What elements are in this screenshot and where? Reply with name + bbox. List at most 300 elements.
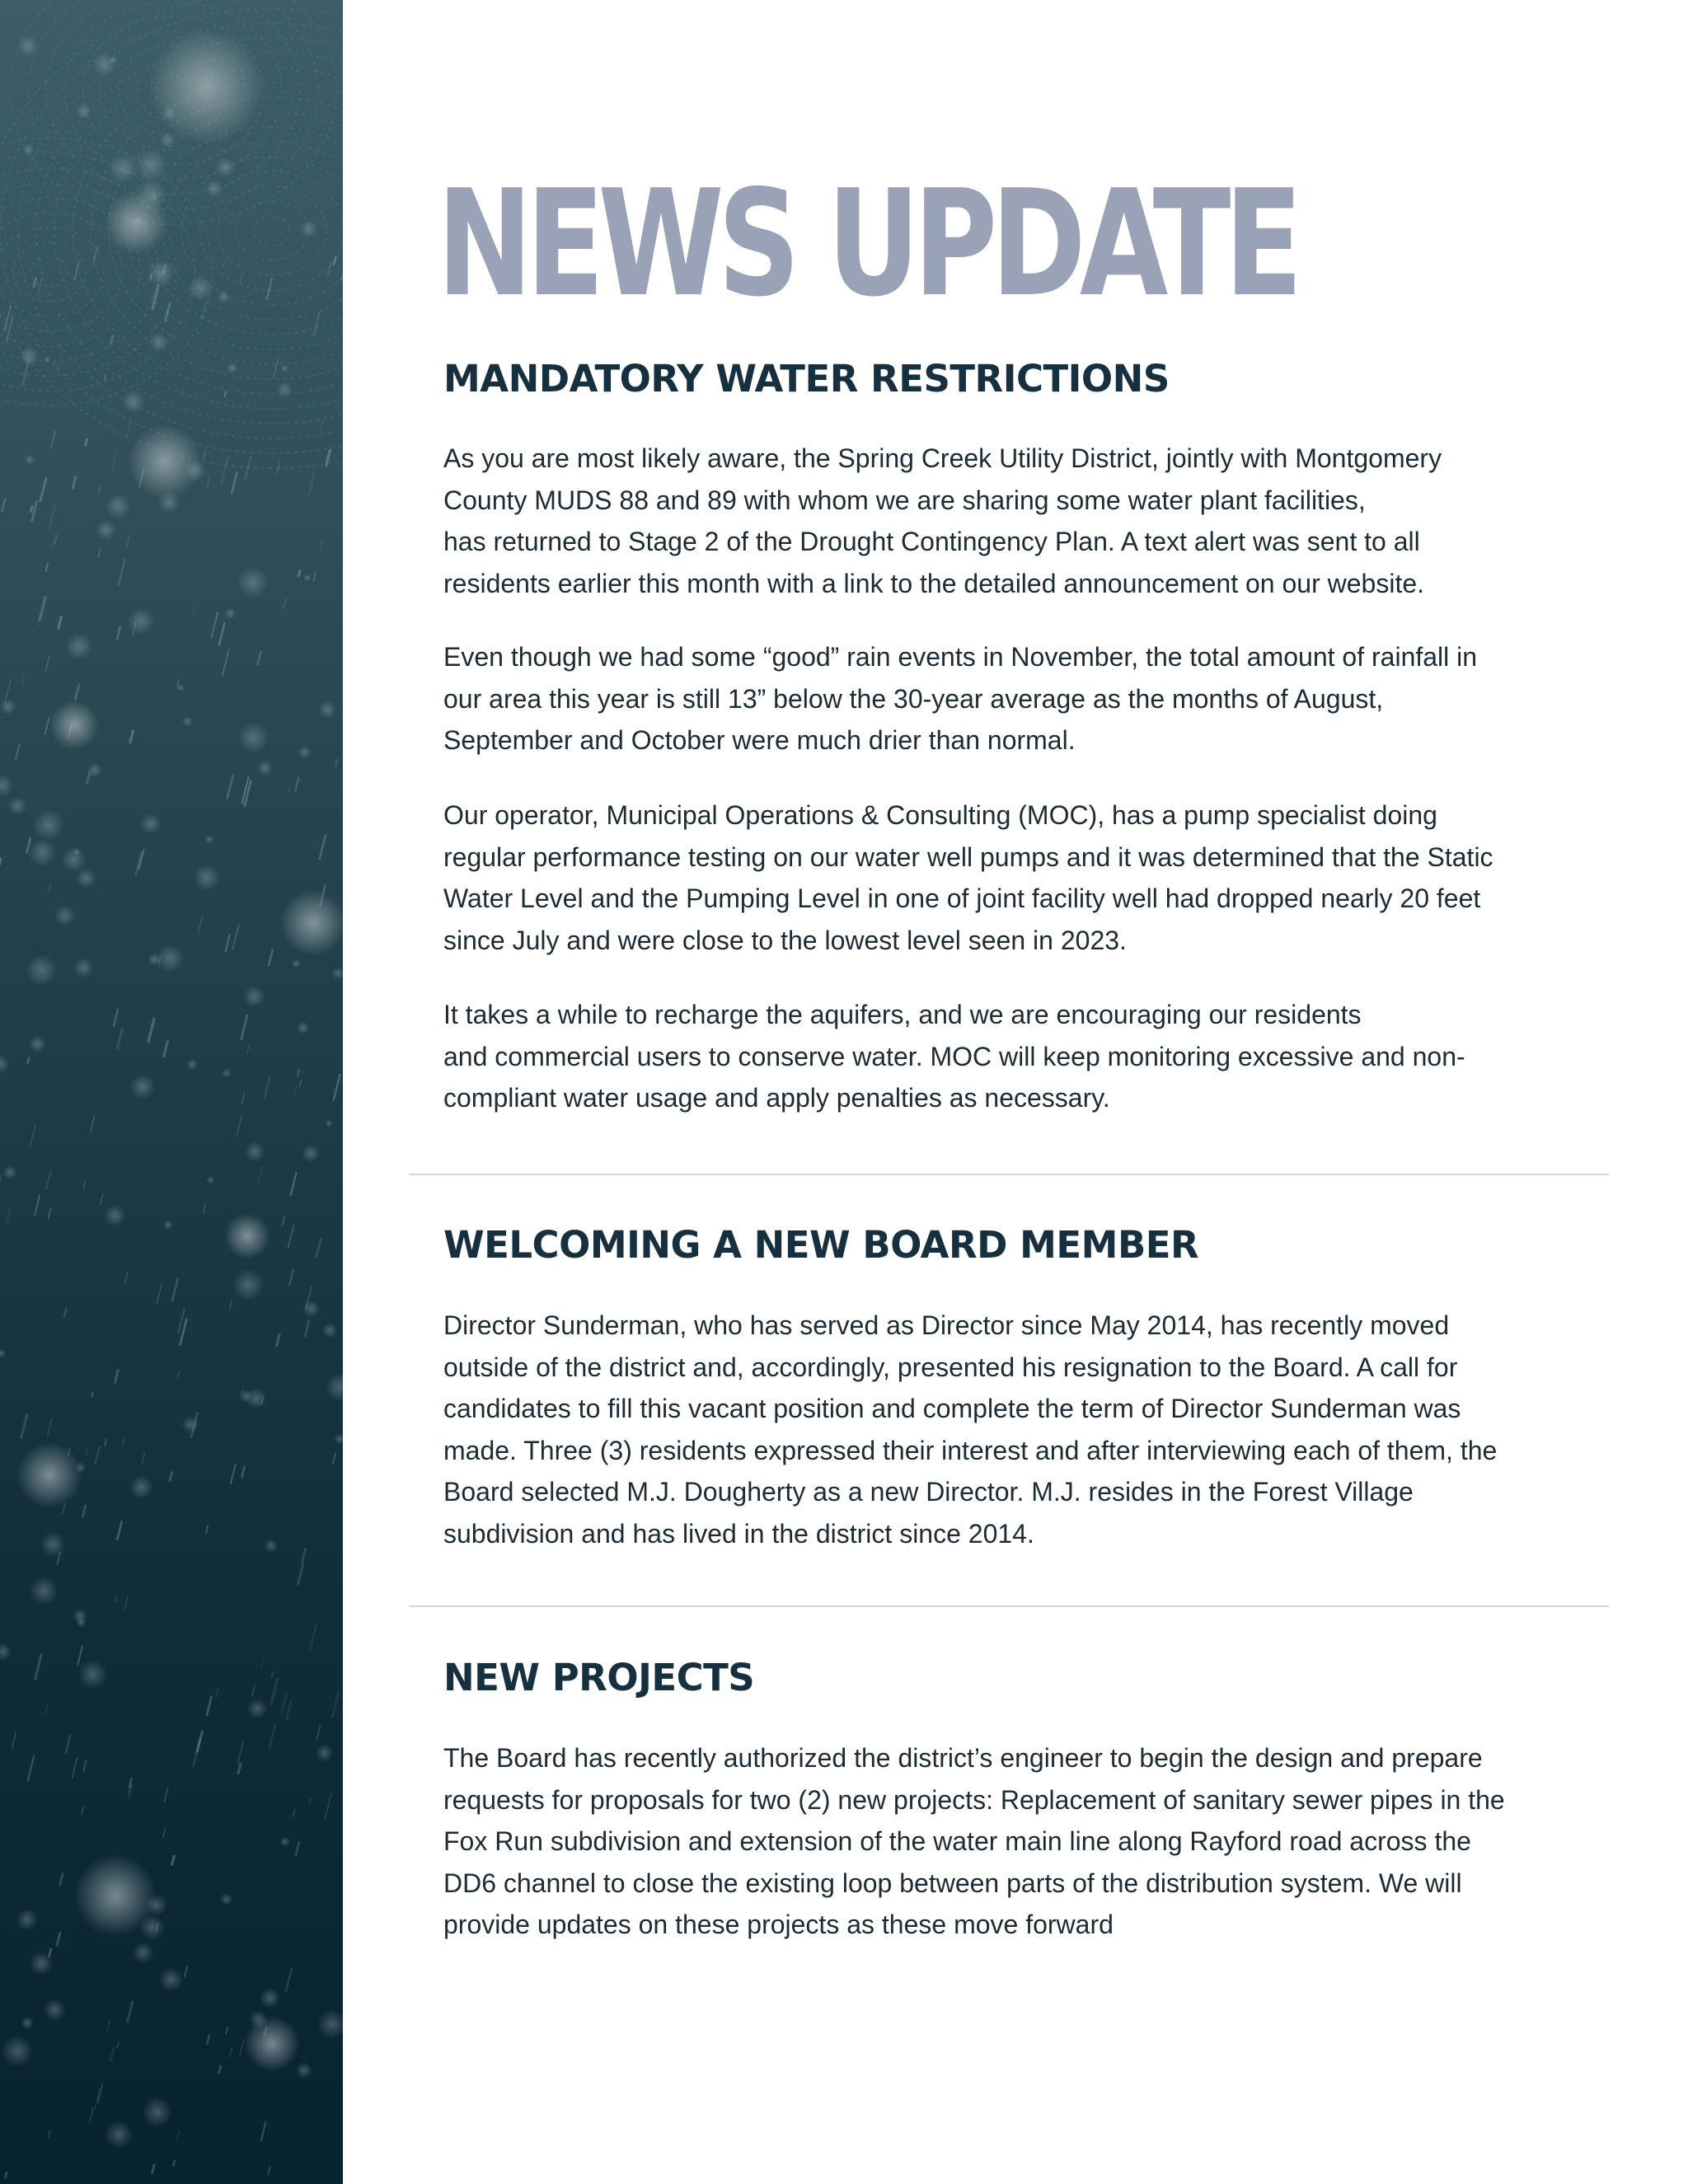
bokeh-droplet — [54, 905, 76, 926]
text-line: Board selected M.J. Dougherty as a new Director. M.J. resides in the Forest Village — [443, 1477, 1414, 1507]
bokeh-droplet — [147, 260, 174, 287]
bokeh-droplet — [40, 1532, 65, 1557]
rain-streak — [300, 1080, 302, 1086]
rain-streak — [198, 916, 203, 934]
bokeh-droplet — [247, 1699, 267, 1718]
bokeh-droplet — [159, 1967, 184, 1992]
text-line: Even though we had some “good” rain events in November, the total amount of rainfall in — [443, 642, 1478, 672]
rain-streak — [22, 677, 25, 685]
rain-streak — [229, 1301, 232, 1310]
rain-streak — [45, 1704, 48, 1716]
rain-streak — [252, 1686, 255, 1696]
rain-streak — [240, 2041, 244, 2056]
rain-streak — [73, 1758, 77, 1778]
rain-streak — [49, 1949, 51, 1957]
rain-streak — [288, 1226, 294, 1248]
rain-streak — [241, 1093, 244, 1104]
text-line: September and October were much drier than normal. — [443, 725, 1076, 755]
bokeh-droplet — [298, 746, 312, 759]
bokeh-droplet — [216, 157, 236, 177]
rain-streak — [46, 564, 48, 571]
rain-streak — [98, 550, 100, 558]
rain-streak — [291, 1173, 297, 1195]
rain-streak — [231, 1465, 236, 1484]
rain-streak — [284, 599, 286, 607]
bokeh-droplet — [140, 813, 161, 834]
rain-streak — [124, 1596, 128, 1610]
ripple-ring — [254, 216, 290, 246]
paragraph-board-member — [443, 1305, 1581, 1554]
rain-streak — [316, 1239, 321, 1256]
rain-streak — [91, 1116, 95, 1132]
bokeh-droplet — [244, 986, 265, 1007]
rain-streak — [177, 680, 179, 687]
bokeh-droplet — [318, 701, 336, 719]
rain-streak — [240, 274, 242, 284]
decorative-water-panel — [0, 0, 343, 2184]
bokeh-droplet — [3, 1165, 17, 1179]
rain-streak — [309, 475, 314, 495]
text-line: made. Three (3) residents expressed their interest and after interviewing each of them, the — [443, 1435, 1498, 1465]
rain-streak — [112, 450, 117, 470]
bokeh-droplet — [16, 1909, 38, 1931]
rain-streak — [247, 1044, 250, 1054]
bokeh-droplet — [218, 291, 230, 303]
rain-streak — [5, 2172, 7, 2178]
rain-streak — [207, 1696, 212, 1715]
rain-streak — [28, 1756, 35, 1781]
rain-streak — [207, 478, 209, 489]
rain-streak — [0, 1176, 1, 1189]
rain-streak — [305, 1320, 309, 1336]
bokeh-droplet — [73, 958, 93, 977]
rain-streak — [268, 2168, 270, 2175]
bokeh-droplet — [226, 363, 237, 374]
rain-streak — [245, 457, 251, 479]
bokeh-droplet — [105, 2121, 133, 2149]
rain-streak — [123, 1438, 124, 1445]
text-line: residents earlier this month with a link to the detailed announcement on our website. — [443, 568, 1425, 598]
ripple-ring — [31, 257, 68, 287]
bokeh-droplet — [238, 722, 270, 753]
rain-streak — [83, 1760, 86, 1771]
rain-streak — [197, 1732, 202, 1751]
bokeh-droplet — [110, 56, 118, 64]
rain-streak — [143, 1453, 145, 1464]
rain-streak — [2, 499, 6, 512]
ripple-ring — [0, 227, 104, 316]
bokeh-droplet — [43, 1999, 66, 2022]
bokeh-droplet — [23, 143, 35, 155]
bokeh-droplet — [73, 848, 80, 855]
bokeh-droplet — [135, 148, 167, 180]
text-line: DD6 channel to close the existing loop between parts of the distribution system. We will — [443, 1868, 1462, 1898]
bokeh-droplet — [143, 2097, 172, 2127]
rain-streak — [320, 835, 326, 859]
rain-streak — [55, 535, 58, 543]
rain-streak — [104, 375, 106, 382]
rain-streak — [286, 1969, 292, 1991]
rain-streak — [258, 1167, 262, 1183]
paragraph-conserve-water — [443, 994, 1581, 1119]
rain-streak — [328, 262, 331, 276]
text-line: outside of the district and, accordingly, presented his resignation to the Board. A call for — [443, 1352, 1458, 1382]
rain-streak — [271, 1672, 273, 1678]
rain-streak — [176, 2130, 179, 2141]
rain-streak — [289, 1269, 293, 1285]
bokeh-droplet — [73, 1609, 87, 1624]
bokeh-droplet — [237, 567, 269, 599]
bokeh-droplet — [300, 220, 317, 237]
rain-streak — [208, 2035, 210, 2044]
bokeh-droplet — [162, 106, 176, 120]
page-title: NEWS UPDATE — [437, 158, 1296, 329]
text-line: provide updates on these projects as these move forward — [443, 1910, 1114, 1939]
rain-streak — [115, 1371, 118, 1383]
rain-streak — [86, 439, 87, 446]
bokeh-droplet — [0, 699, 16, 715]
bokeh-droplet — [29, 1577, 58, 1605]
section-divider — [409, 1605, 1609, 1607]
section-heading-new-projects: NEW PROJECTS — [443, 1656, 755, 1699]
rain-streak — [64, 1310, 66, 1316]
rain-streak — [46, 1170, 51, 1189]
rain-streak — [32, 501, 37, 521]
bokeh-droplet — [222, 1069, 231, 1078]
rain-streak — [258, 652, 261, 664]
rain-streak — [237, 1114, 242, 1135]
paragraph-well-levels — [443, 794, 1581, 961]
rain-streak — [185, 1966, 187, 1977]
bokeh-droplet — [157, 490, 181, 513]
bokeh-droplet — [280, 890, 343, 956]
bokeh-droplet — [0, 775, 13, 797]
rain-streak — [49, 506, 55, 528]
bokeh-droplet — [0, 1055, 9, 1074]
rain-streak — [173, 2161, 175, 2166]
rain-streak — [91, 1392, 93, 1397]
rain-streak — [316, 1725, 320, 1739]
rain-streak — [334, 1075, 340, 1100]
rain-streak — [212, 612, 218, 638]
rain-streak — [51, 431, 55, 448]
bokeh-droplet — [135, 179, 168, 212]
bokeh-droplet — [148, 29, 264, 144]
bokeh-droplet — [33, 809, 64, 841]
rain-streak — [148, 1019, 154, 1041]
rain-streak — [86, 1447, 87, 1455]
rain-streak — [238, 1742, 243, 1763]
rain-streak — [223, 649, 229, 675]
rain-streak — [35, 1196, 40, 1215]
bokeh-droplet — [205, 180, 223, 197]
bokeh-droplet — [76, 104, 91, 120]
rain-streak — [105, 1439, 106, 1446]
rain-streak — [274, 359, 279, 379]
rain-streak — [164, 1788, 167, 1802]
rain-streak — [177, 1371, 179, 1378]
bokeh-droplet — [17, 35, 38, 56]
rain-streak — [332, 1693, 338, 1718]
paragraph-stage-2-announcement — [443, 438, 1581, 604]
rain-streak — [204, 452, 205, 458]
rain-streak — [60, 1873, 63, 1885]
bokeh-droplet — [44, 356, 50, 363]
bokeh-droplet — [257, 760, 273, 776]
rain-streak — [90, 2107, 93, 2122]
rain-streak — [310, 1624, 316, 1650]
rain-streak — [128, 2002, 133, 2022]
rain-streak — [0, 859, 1, 870]
rain-streak — [314, 312, 320, 335]
rain-streak — [110, 2047, 114, 2060]
rain-streak — [82, 1807, 83, 1814]
rain-streak — [59, 617, 61, 628]
rain-streak — [277, 1334, 279, 1346]
rain-streak — [341, 274, 343, 280]
rain-streak — [223, 262, 225, 268]
bokeh-droplet — [279, 1836, 290, 1847]
bokeh-droplet — [303, 574, 311, 581]
bokeh-droplet — [49, 701, 99, 750]
bokeh-droplet — [159, 132, 175, 148]
bokeh-droplet — [28, 838, 56, 866]
text-line: and commercial users to conserve water. MOC will keep monitoring excessive and non- — [443, 1041, 1465, 1071]
bokeh-droplet — [0, 1643, 12, 1661]
text-line: our area this year is still 13” below the 30-year average as the months of August, — [443, 683, 1384, 714]
text-line: has returned to Stage 2 of the Drought Contingency Plan. A text alert was sent to all — [443, 527, 1420, 556]
rain-streak — [230, 2047, 232, 2056]
bokeh-droplet — [220, 1893, 232, 1905]
rain-streak — [40, 598, 45, 620]
bokeh-droplet — [207, 1176, 215, 1184]
bokeh-droplet — [316, 1744, 333, 1761]
rain-streak — [241, 1015, 247, 1039]
rain-streak — [226, 935, 230, 952]
bokeh-droplet — [185, 459, 207, 481]
rain-streak — [87, 773, 90, 784]
text-line: County MUDS 88 and 89 with whom we are sharing some water plant facilities, — [443, 485, 1366, 515]
section-heading-new-board-member: WELCOMING A NEW BOARD MEMBER — [443, 1223, 1199, 1267]
bokeh-droplet — [326, 1120, 333, 1127]
rain-streak — [30, 1126, 35, 1147]
rain-streak — [261, 2122, 266, 2140]
text-line: Our operator, Municipal Operations & Consulting (MOC), has a pump specialist doing — [443, 800, 1437, 830]
rain-streak — [126, 423, 130, 439]
bokeh-droplet — [130, 1075, 155, 1099]
bokeh-droplet — [96, 520, 116, 541]
rain-streak — [48, 1418, 52, 1436]
bokeh-droplet — [188, 275, 213, 301]
rain-streak — [194, 606, 195, 612]
rain-streak — [302, 1549, 306, 1561]
bokeh-droplet — [29, 1035, 46, 1052]
bokeh-droplet — [25, 455, 35, 465]
rain-streak — [28, 1058, 30, 1063]
bokeh-droplet — [127, 607, 154, 635]
bokeh-droplet — [204, 835, 213, 844]
rain-streak — [283, 1216, 284, 1224]
rain-streak — [298, 571, 300, 576]
rain-streak — [99, 487, 101, 494]
bokeh-droplet — [326, 1373, 344, 1402]
bokeh-droplet — [121, 390, 145, 414]
bokeh-droplet — [331, 967, 343, 979]
bokeh-droplet — [281, 364, 288, 372]
bokeh-droplet — [335, 1433, 344, 1444]
paragraph-rainfall — [443, 636, 1581, 762]
rain-streak — [31, 506, 33, 511]
rain-streak — [7, 1210, 10, 1225]
rain-streak — [265, 2028, 266, 2035]
rain-streak — [107, 2021, 110, 2030]
bokeh-droplet — [0, 1348, 6, 1357]
rain-streak — [225, 391, 227, 396]
rain-streak — [152, 2165, 155, 2173]
rain-streak — [117, 2042, 119, 2049]
rain-streak — [296, 1842, 299, 1855]
rain-streak — [163, 1829, 166, 1838]
bokeh-droplet — [292, 959, 301, 968]
rain-streak — [219, 623, 225, 645]
bokeh-droplet — [108, 153, 138, 183]
rain-streak — [96, 1447, 100, 1464]
text-line: Director Sunderman, who has served as Director since May 2014, has recently moved — [443, 1310, 1450, 1340]
bokeh-droplet — [106, 493, 131, 518]
rain-streak — [265, 1078, 270, 1098]
rain-streak — [270, 1726, 275, 1748]
rain-streak — [130, 731, 134, 743]
text-line: Water Level and the Pumping Level in one of joint facility well had dropped nearly 20 feet — [443, 883, 1481, 913]
rain-streak — [115, 1596, 117, 1601]
rain-streak — [320, 540, 322, 551]
rain-streak — [232, 926, 238, 949]
rain-streak — [293, 1085, 297, 1099]
paragraph-new-projects — [443, 1737, 1581, 1946]
text-line: Fox Run subdivision and extension of the water main line along Rayford road across the — [443, 1826, 1471, 1856]
rain-streak — [298, 1564, 303, 1585]
rain-streak — [35, 1654, 41, 1679]
text-line: The Board has recently authorized the district’s engineer to begin the design and prepare — [443, 1743, 1483, 1773]
rain-streak — [333, 1453, 335, 1463]
text-line: since July and were close to the lowest level seen in 2023. — [443, 925, 1127, 955]
rain-streak — [227, 776, 233, 799]
rain-streak — [172, 1279, 177, 1301]
bokeh-droplet — [132, 1942, 153, 1963]
bokeh-droplet — [302, 1145, 319, 1162]
bokeh-droplet — [297, 1022, 310, 1035]
rain-streak — [48, 1208, 50, 1219]
rain-streak — [219, 2066, 221, 2073]
bokeh-droplet — [1, 2035, 33, 2067]
rain-streak — [216, 1689, 218, 1698]
rain-streak — [170, 1473, 171, 1481]
rain-streak — [114, 1010, 118, 1027]
rain-streak — [127, 536, 130, 548]
rain-streak — [287, 1702, 291, 1719]
rain-streak — [245, 781, 251, 806]
bokeh-droplet — [75, 1462, 86, 1473]
bokeh-droplet — [129, 1475, 153, 1499]
rain-streak — [49, 2130, 50, 2137]
rain-streak — [12, 1732, 16, 1748]
text-line: regular performance testing on our water well pumps and it was determined that the Static — [443, 841, 1493, 872]
text-line: requests for proposals for two (2) new projects: Replacement of sanitary sewer pipes in the — [443, 1784, 1505, 1815]
rain-streak — [242, 1467, 245, 1477]
bokeh-droplet — [163, 1220, 173, 1230]
bokeh-droplet — [182, 716, 193, 727]
rain-streak — [118, 1029, 123, 1048]
rain-streak — [325, 1794, 331, 1819]
rain-streak — [164, 1042, 168, 1057]
rain-streak — [16, 744, 20, 760]
rain-streak — [37, 277, 43, 299]
rain-streak — [204, 1205, 205, 1212]
rain-streak — [309, 1798, 311, 1805]
rain-streak — [83, 1183, 85, 1189]
rain-streak — [57, 1933, 60, 1946]
water-texture-image — [0, 0, 343, 2184]
bokeh-droplet — [76, 868, 96, 888]
bokeh-droplet — [239, 1390, 253, 1404]
rain-streak — [232, 473, 237, 494]
bokeh-droplet — [264, 1539, 278, 1553]
bokeh-droplet — [149, 332, 168, 351]
rain-streak — [125, 1272, 128, 1283]
rain-streak — [321, 420, 324, 433]
rain-streak — [45, 718, 49, 733]
bokeh-droplet — [145, 1894, 167, 1916]
rain-streak — [117, 1522, 121, 1540]
text-line: compliant water usage and apply penalties as necessary. — [443, 1083, 1110, 1113]
rain-streak — [295, 778, 298, 791]
rain-streak — [313, 572, 316, 581]
bokeh-droplet — [232, 1269, 265, 1301]
bokeh-droplet — [224, 1213, 270, 1259]
rain-streak — [21, 1415, 27, 1438]
rain-streak — [73, 477, 75, 488]
text-line: As you are most likely aware, the Spring Creek Utility District, jointly with Montgomery — [443, 443, 1442, 473]
rain-streak — [34, 278, 36, 286]
section-heading-water-restrictions: MANDATORY WATER RESTRICTIONS — [443, 357, 1170, 401]
rain-streak — [282, 1694, 287, 1714]
rain-streak — [271, 1680, 277, 1704]
bokeh-droplet — [225, 608, 236, 619]
text-line: candidates to fill this vacant position and complete the term of Director Sunderman was — [443, 1394, 1461, 1423]
rain-streak — [293, 1810, 295, 1816]
text-line: It takes a while to recharge the aquifers, and we are encouraging our residents — [443, 1000, 1362, 1029]
rain-streak — [261, 1657, 264, 1668]
bokeh-droplet — [21, 2017, 34, 2030]
bokeh-droplet — [277, 382, 293, 397]
rain-streak — [49, 884, 50, 892]
rain-streak — [222, 457, 228, 483]
rain-streak — [334, 257, 335, 265]
section-divider — [409, 1174, 1609, 1175]
bokeh-droplet — [139, 1915, 165, 1940]
rain-streak — [267, 278, 273, 299]
rain-streak — [269, 950, 273, 966]
text-line: subdivision and has lived in the district since 2014. — [443, 1518, 1034, 1549]
rain-streak — [83, 1506, 86, 1516]
rain-streak — [298, 1070, 299, 1076]
rain-streak — [117, 627, 120, 640]
rain-streak — [94, 247, 98, 262]
rain-streak — [238, 1764, 241, 1773]
rain-streak — [226, 2027, 227, 2035]
bokeh-droplet — [296, 2062, 312, 2079]
rain-streak — [206, 1526, 208, 1534]
